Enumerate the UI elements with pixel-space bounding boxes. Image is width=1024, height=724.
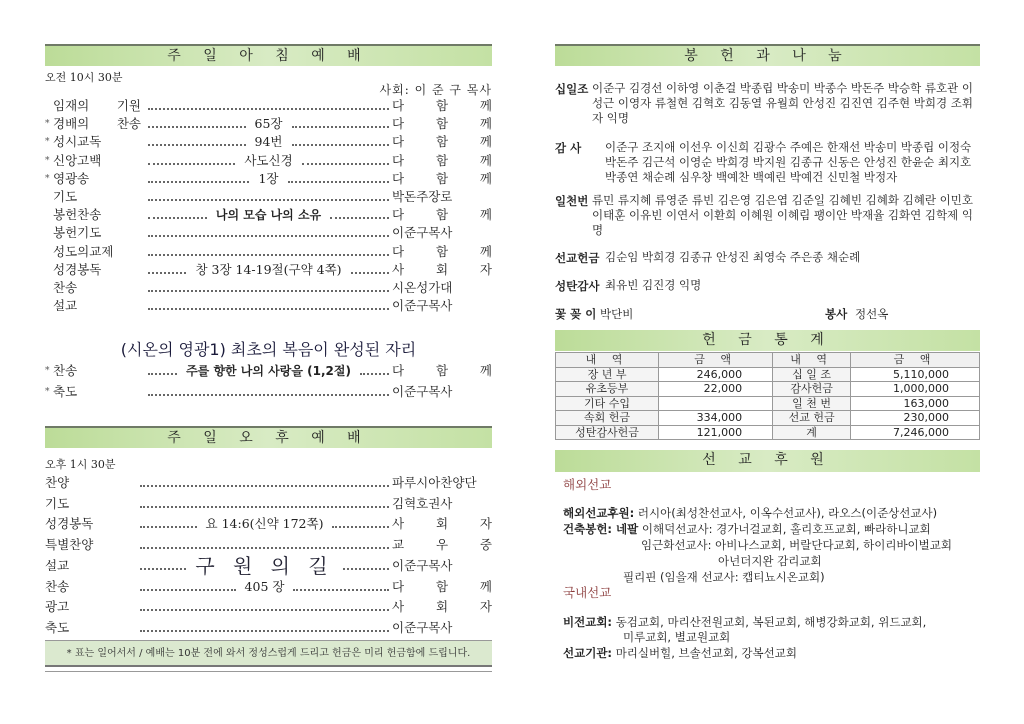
- service-item-detail: 65장: [254, 116, 283, 132]
- divider: [45, 671, 492, 672]
- mission-line: [563, 505, 937, 521]
- order-of-service-row: [45, 152, 492, 170]
- table-cell: 230,000: [851, 411, 980, 426]
- service-item-label: 기도: [45, 495, 70, 511]
- leader-dots: [332, 526, 389, 528]
- service-item-leader: 사 회 자: [392, 599, 492, 615]
- leader-dots: [148, 308, 389, 310]
- leader-dots: [148, 254, 389, 256]
- order-of-service-row: [45, 362, 492, 380]
- offering-group: [555, 193, 980, 238]
- service-item-detail: 주를 향한 나의 사랑을 (1,2절): [186, 364, 351, 378]
- service-label: 봉사: [825, 307, 848, 321]
- table-row: [556, 382, 980, 397]
- service-item-detail: 창 3장 14-19절(구약 4쪽): [195, 261, 342, 277]
- order-of-service-row: [45, 515, 492, 533]
- leader-dots: [148, 108, 389, 110]
- leader-dots: [148, 373, 177, 375]
- mission-value: 러시아(최성찬선교사, 이옥수선교사), 라오스(이준상선교사): [634, 506, 938, 520]
- service-item-detail: 구 원 의 길: [195, 553, 334, 578]
- table-row: [556, 411, 980, 426]
- leader-dots: [140, 589, 236, 591]
- service-item-label: 특별찬양: [45, 537, 94, 553]
- morning-time: 오전 10시 30분: [45, 71, 123, 84]
- order-of-service-row: [45, 578, 492, 596]
- offering-group-names: 이준구 조지애 이선우 이신희 김광수 주예은 한재선 박송미 박종립 이정숙 박돈주 김근석 이영순 박희경 박지원 김종규 신동은 안성진 한윤순 최지호 박종연 채순례 심우창 백예찬 백예린 박예건 신민철 박정자: [605, 140, 972, 184]
- offering-group-label: 십일조: [555, 82, 589, 96]
- table-cell: 1,000,000: [851, 382, 980, 397]
- service-item-leader: 다 함 께: [392, 243, 492, 259]
- service-item-detail: 요 14:6(신약 172쪽): [205, 516, 324, 532]
- leader-dots: [148, 394, 389, 396]
- order-of-service-row: [45, 224, 492, 242]
- leader-dots: [343, 568, 389, 570]
- service-item-detail: 1장: [258, 170, 279, 186]
- flower-row: [555, 306, 980, 322]
- service-item-leader: 다 함 께: [392, 152, 492, 168]
- order-of-service-row: [45, 170, 492, 188]
- mission-key: 해외선교후원:: [563, 506, 635, 520]
- offering-group-names: 이준구 김경선 이하영 이춘걸 박종립 박송미 박종수 박돈주 박승학 류호관 이성근 이영자 류철현 김혁호 김동열 유월희 안성진 김진연 김주현 박희경 조휘자 익명: [592, 81, 973, 125]
- leader-dots: [140, 506, 389, 508]
- standing-mark: *: [45, 173, 50, 184]
- service-item-label: 찬양: [45, 475, 70, 490]
- mission-key: 비전교회:: [563, 615, 613, 629]
- service-item-label: 찬송: [53, 363, 78, 378]
- leader-dots: [330, 217, 389, 219]
- service-item-leader: 교 우 중: [392, 537, 492, 553]
- leader-dots: [140, 630, 389, 632]
- order-of-service-row: [45, 279, 492, 297]
- table-cell: 성탄감사헌금: [556, 425, 659, 440]
- service-item-leader: 다 함 께: [392, 134, 493, 150]
- flower-label: 꽃 꽂 이: [555, 307, 597, 321]
- mission-line: [563, 614, 926, 630]
- mission-line: [563, 521, 931, 537]
- order-of-service-row: [45, 553, 492, 578]
- offering-group-label: 감 사: [555, 141, 582, 155]
- table-cell: [659, 396, 773, 411]
- service-item-leader: 이준구목사: [392, 225, 453, 241]
- morning-service-header: 주 일 아 침 예 배: [45, 44, 492, 66]
- domestic-mission-heading: 국내선교: [563, 585, 612, 600]
- service-item-leader: 시온성가대: [392, 280, 453, 295]
- table-row: [556, 396, 980, 411]
- table-cell: 5,110,000: [851, 367, 980, 382]
- service-item-label: 봉헌찬송: [53, 207, 102, 223]
- sermon-title: (시온의 영광1) 최초의 복음이 완성된 자리: [120, 340, 417, 359]
- service-item-label: 성경봉독: [53, 261, 102, 277]
- mission-value: 마리실버힐, 브솔선교회, 강복선교회: [612, 646, 797, 660]
- order-of-service-row: [45, 619, 492, 637]
- leader-dots: [351, 272, 389, 274]
- table-cell: 계: [773, 425, 851, 440]
- service-item-label: 찬송: [53, 280, 78, 295]
- service-item-leader: 이준구목사: [392, 619, 453, 635]
- service-item-leader: 이준구목사: [392, 557, 453, 573]
- order-of-service-row: [45, 495, 492, 513]
- order-of-service-row: [45, 261, 492, 279]
- offering-group: [555, 81, 980, 126]
- offering-header: 봉 헌 과 나 눔: [555, 44, 980, 66]
- table-cell: 22,000: [659, 382, 773, 397]
- table-cell: 감사헌금: [773, 382, 851, 397]
- service-item-leader: 박돈주장로: [392, 189, 453, 204]
- table-row: [556, 367, 980, 382]
- leader-dots: [292, 126, 390, 128]
- service-item-leader: 사 회 자: [392, 516, 492, 532]
- order-of-service-row: [45, 188, 492, 206]
- service-item-label: 봉헌기도: [53, 225, 102, 241]
- leader-dots: [148, 235, 389, 237]
- offering-group-label: 성탄감사: [555, 279, 600, 293]
- standing-mark: *: [45, 366, 50, 376]
- leader-dots: [140, 485, 389, 487]
- leader-dots: [293, 589, 389, 591]
- order-of-service-row: [45, 536, 492, 554]
- table-cell: 121,000: [659, 425, 773, 440]
- leader-dots: [292, 144, 390, 146]
- table-cell: 선교 헌금: [773, 411, 851, 426]
- mission-header: 선 교 후 원: [555, 450, 980, 472]
- order-of-service-row: [45, 133, 492, 151]
- leader-dots: [148, 217, 207, 219]
- service-item-label: 설교: [53, 298, 78, 314]
- service-item-leader: 다 함 께: [392, 207, 492, 223]
- service-item-leader: 다 함 께: [392, 363, 493, 378]
- mission-line: 임근화선교사: 아비나스교회, 버랄단다교회, 하이리바이벌교회: [641, 538, 952, 552]
- table-header: 금 액: [659, 353, 773, 368]
- order-of-service-row: [45, 474, 492, 492]
- order-of-service-row: [45, 243, 492, 261]
- offering-group: [555, 250, 980, 266]
- service-item-label: 찬송: [45, 578, 70, 594]
- leader-dots: [302, 163, 389, 165]
- service-item-label: 성경봉독: [45, 516, 94, 532]
- table-cell: 246,000: [659, 367, 773, 382]
- table-cell: 7,246,000: [851, 425, 980, 440]
- leader-dots: [148, 181, 249, 183]
- service-item-detail: 405 장: [244, 578, 285, 594]
- leader-dots: [140, 526, 197, 528]
- service-item-leader: 다 함 께: [392, 578, 493, 594]
- mission-line: 미루교회, 별교원교회: [623, 630, 731, 644]
- mission-key: 선교기관:: [563, 646, 613, 660]
- table-cell: 334,000: [659, 411, 773, 426]
- service-item-label: 성시교독: [53, 134, 102, 150]
- leader-dots: [140, 609, 389, 611]
- order-of-service-row: [45, 115, 492, 133]
- table-cell: 장 년 부: [556, 367, 659, 382]
- service-item-leader: 사 회 자: [392, 261, 493, 277]
- stats-header: 헌 금 통 계: [555, 330, 980, 351]
- service-item-leader: 다 함 께: [392, 98, 492, 113]
- offering-group-names: 최유빈 김진경 익명: [605, 278, 702, 292]
- service-item-detail: 사도신경: [244, 152, 293, 168]
- mission-line: [563, 645, 797, 661]
- overseas-mission-heading: 해외선교: [563, 477, 612, 492]
- leader-dots: [148, 290, 389, 292]
- mission-key: 건축봉헌: 네팔: [563, 522, 639, 536]
- service-item-label: 기도: [53, 189, 78, 204]
- order-of-service-row: [45, 97, 492, 115]
- leader-dots: [288, 181, 389, 183]
- flower-name: 박단비: [600, 307, 634, 321]
- leader-dots: [140, 547, 389, 549]
- service-item-label: 설교: [45, 557, 70, 573]
- order-of-service-row: [45, 598, 492, 616]
- table-cell: 유초등부: [556, 382, 659, 397]
- table-row: [556, 425, 980, 440]
- offering-group-names: 김순임 박희경 김종규 안성진 최영숙 주은종 채순례: [605, 250, 861, 264]
- standing-mark: *: [45, 155, 50, 166]
- offering-group: [555, 140, 980, 185]
- mission-line: 필리핀 (임을재 선교사: 캡티뇨시온교회): [623, 570, 825, 584]
- order-of-service-row: [45, 383, 492, 401]
- leader-dots: [148, 144, 246, 146]
- service-item-label: 축도: [53, 384, 78, 399]
- standing-mark: *: [45, 387, 50, 397]
- leader-dots: [148, 163, 235, 165]
- service-item-label: 광고: [45, 599, 70, 615]
- table-cell: 속회 헌금: [556, 411, 659, 426]
- table-header: 금 액: [851, 353, 980, 368]
- table-cell: 십 일 조: [773, 367, 851, 382]
- leader-dots: [148, 126, 246, 128]
- service-item-leader: 김혁호권사: [392, 495, 453, 511]
- offering-group-names: 류민 류지혜 류영준 류빈 김은영 김은엽 김준일 김혜빈 김혜화 김혜란 이민호 이태훈 이유빈 이연서 이환희 이혜원 이혜림 팽이안 박재율 김화연 김학제 익명: [592, 193, 973, 237]
- service-item-label: 신앙고백: [53, 152, 102, 168]
- afternoon-time: 오후 1시 30분: [45, 458, 116, 471]
- morning-host: 사회: 이 준 구 목사: [379, 83, 492, 97]
- service-item-leader: 이준구목사: [392, 298, 453, 314]
- service-item-leader: 다 함 께: [392, 170, 492, 186]
- notice-box: * 표는 일어서서 / 예배는 10분 전에 와서 정성스럽게 드리고 헌금은 미리 헌금함에 드립니다.: [45, 640, 492, 667]
- order-of-service-row: [45, 206, 492, 224]
- standing-mark: *: [45, 119, 50, 130]
- service-item-label: 축도: [45, 619, 70, 635]
- mission-value: 동검교회, 마리산전원교회, 복된교회, 해병강화교회, 위드교회,: [612, 615, 927, 629]
- offering-group: [555, 278, 980, 294]
- leader-dots: [360, 373, 389, 375]
- order-of-service-row: [45, 297, 492, 315]
- service-item-label: 경배의 찬송: [53, 116, 141, 132]
- service-name: 정선옥: [855, 307, 889, 321]
- service-item-label: 성도의교제: [53, 243, 114, 259]
- leader-dots: [148, 199, 389, 201]
- mission-line: 아넌더지완 감리교회: [718, 554, 822, 568]
- table-header: 내 역: [556, 353, 659, 368]
- leader-dots: [140, 568, 186, 570]
- service-item-leader: 다 함 께: [392, 116, 493, 132]
- standing-mark: *: [45, 137, 50, 148]
- table-header: 내 역: [773, 353, 851, 368]
- offering-group-label: 일천번: [555, 194, 589, 208]
- service-item-label: 영광송: [53, 170, 90, 186]
- afternoon-service-header: 주 일 오 후 예 배: [45, 426, 492, 448]
- table-cell: 163,000: [851, 396, 980, 411]
- table-cell: 기타 수입: [556, 396, 659, 411]
- service-item-detail: 나의 모습 나의 소유: [215, 208, 322, 223]
- offering-stats-table: [555, 352, 980, 440]
- service-item-detail: 94번: [254, 134, 283, 150]
- table-cell: 일 천 번: [773, 396, 851, 411]
- service-item-label: 임재의 기원: [53, 98, 141, 113]
- leader-dots: [148, 272, 186, 274]
- offering-group-label: 선교헌금: [555, 251, 600, 265]
- service-item-leader: 파루시아찬양단: [392, 475, 477, 490]
- mission-value: 이해덕선교사: 경가너걸교회, 홀리호프교회, 빠라하니교회: [638, 522, 931, 536]
- service-item-leader: 이준구목사: [392, 384, 453, 399]
